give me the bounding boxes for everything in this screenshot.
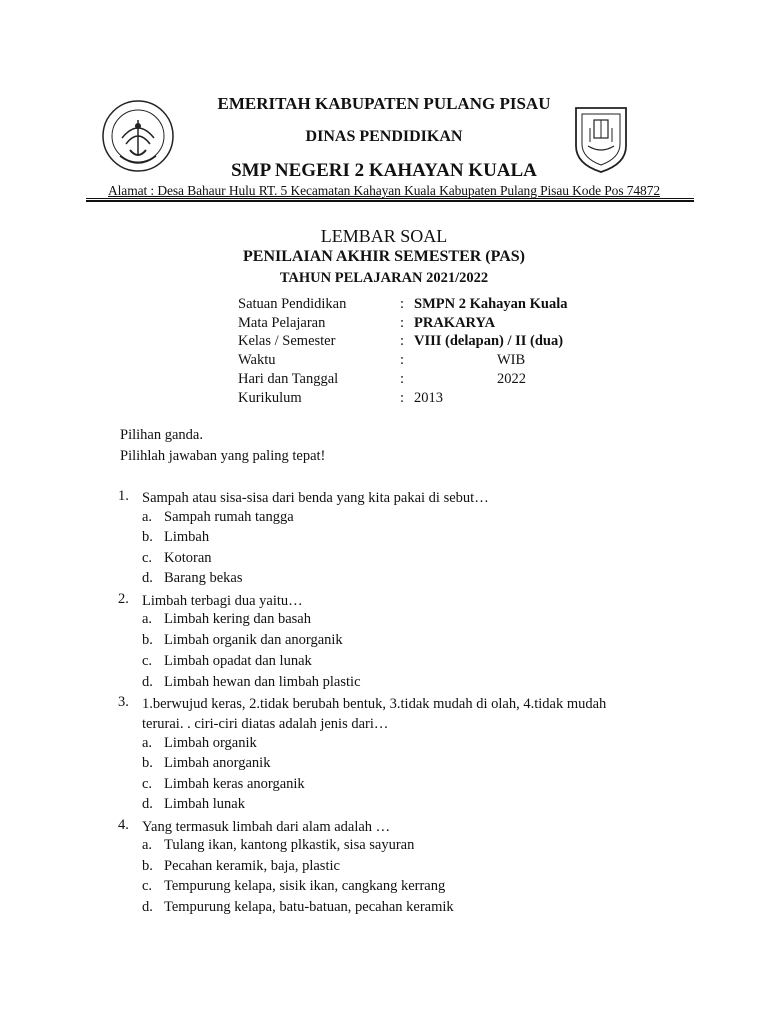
option-letter: c. (142, 878, 153, 894)
option-text: Limbah opadat dan lunak (164, 653, 312, 669)
doc-subtitle: PENILAIAN AKHIR SEMESTER (PAS) (243, 248, 525, 265)
option-text: Tulang ikan, kantong plkastik, sisa sayuran (164, 837, 415, 853)
instruction-text: Pilihlah jawaban yang paling tepat! (120, 448, 326, 464)
header-rule-thick (86, 200, 694, 202)
info-colon: : (400, 296, 405, 312)
info-colon: : (400, 390, 405, 406)
instruction-type: Pilihan ganda. (120, 427, 203, 443)
option-letter: a. (142, 837, 153, 853)
info-label: Waktu (238, 352, 276, 368)
info-row (0, 296, 768, 316)
info-row (0, 333, 768, 353)
info-label: Hari dan Tanggal (238, 371, 339, 387)
info-row (0, 371, 768, 391)
option-text: Limbah anorganik (164, 755, 271, 771)
info-row (0, 390, 768, 410)
option-letter: d. (142, 796, 153, 812)
info-label: Satuan Pendidikan (238, 296, 347, 312)
info-colon: : (400, 333, 405, 349)
info-colon: : (400, 371, 405, 387)
question-list (0, 488, 768, 928)
option-text: Tempurung kelapa, batu-batuan, pecahan keramik (164, 899, 454, 915)
info-label: Mata Pelajaran (238, 315, 326, 331)
option-letter: b. (142, 755, 153, 771)
question-number: 4. (118, 817, 129, 833)
option-letter: c. (142, 776, 153, 792)
option-letter: a. (142, 735, 153, 751)
info-colon: : (400, 315, 405, 331)
question-number: 3. (118, 694, 129, 710)
option-letter: b. (142, 632, 153, 648)
option-text: Barang bekas (164, 570, 243, 586)
option-text: Limbah organik (164, 735, 257, 751)
header-government: EMERITAH KABUPATEN PULANG PISAU (217, 94, 551, 113)
question-text: Limbah terbagi dua yaitu… (142, 593, 303, 609)
info-value: SMPN 2 Kahayan Kuala (414, 296, 568, 312)
header-address: Alamat : Desa Bahaur Hulu RT. 5 Kecamatan Kahayan Kuala Kabupaten Pulang Pisau Kode Pos 74872 (108, 183, 660, 198)
question-number: 1. (118, 488, 129, 504)
option-letter: b. (142, 858, 153, 874)
option-letter: d. (142, 899, 153, 915)
option-text: Tempurung kelapa, sisik ikan, cangkang kerrang (164, 878, 446, 894)
header-school-name: SMP NEGERI 2 KAHAYAN KUALA (231, 160, 537, 181)
option-letter: d. (142, 674, 153, 690)
option-letter: a. (142, 509, 153, 525)
option-letter: a. (142, 611, 153, 627)
info-value: WIB (497, 352, 526, 368)
info-row (0, 352, 768, 372)
option-text: Kotoran (164, 550, 212, 566)
info-row (0, 315, 768, 335)
option-letter: c. (142, 550, 153, 566)
question-text: 1.berwujud keras, 2.tidak berubah bentuk, 3.tidak mudah di olah, 4.tidak mudah terurai. . ciri-ciri diatas adalah jenis dari… (142, 696, 607, 732)
info-label: Kurikulum (238, 390, 302, 406)
option-text: Limbah (164, 529, 210, 545)
info-colon: : (400, 352, 405, 368)
option-letter: c. (142, 653, 153, 669)
info-table (0, 296, 768, 416)
info-value: 2022 (497, 371, 526, 387)
doc-title: LEMBAR SOAL (320, 226, 448, 246)
option-text: Limbah lunak (164, 796, 245, 812)
option-text: Limbah organik dan anorganik (164, 632, 343, 648)
option-text: Sampah rumah tangga (164, 509, 294, 525)
info-value: VIII (delapan) / II (dua) (414, 333, 564, 349)
header-rule (86, 198, 694, 199)
question-text: Sampah atau sisa-sisa dari benda yang kita pakai di sebut… (142, 490, 489, 506)
option-text: Limbah keras anorganik (164, 776, 305, 792)
option-letter: d. (142, 570, 153, 586)
header-department: DINAS PENDIDIKAN (305, 128, 463, 145)
info-value: PRAKARYA (414, 315, 496, 331)
doc-year: TAHUN PELAJARAN 2021/2022 (279, 270, 489, 286)
info-label: Kelas / Semester (238, 333, 336, 349)
question-number: 2. (118, 591, 129, 607)
option-text: Limbah kering dan basah (164, 611, 311, 627)
info-value: 2013 (414, 390, 443, 406)
question-text: Yang termasuk limbah dari alam adalah … (142, 819, 391, 835)
option-text: Limbah hewan dan limbah plastic (164, 674, 361, 690)
option-text: Pecahan keramik, baja, plastic (164, 858, 340, 874)
option-letter: b. (142, 529, 153, 545)
